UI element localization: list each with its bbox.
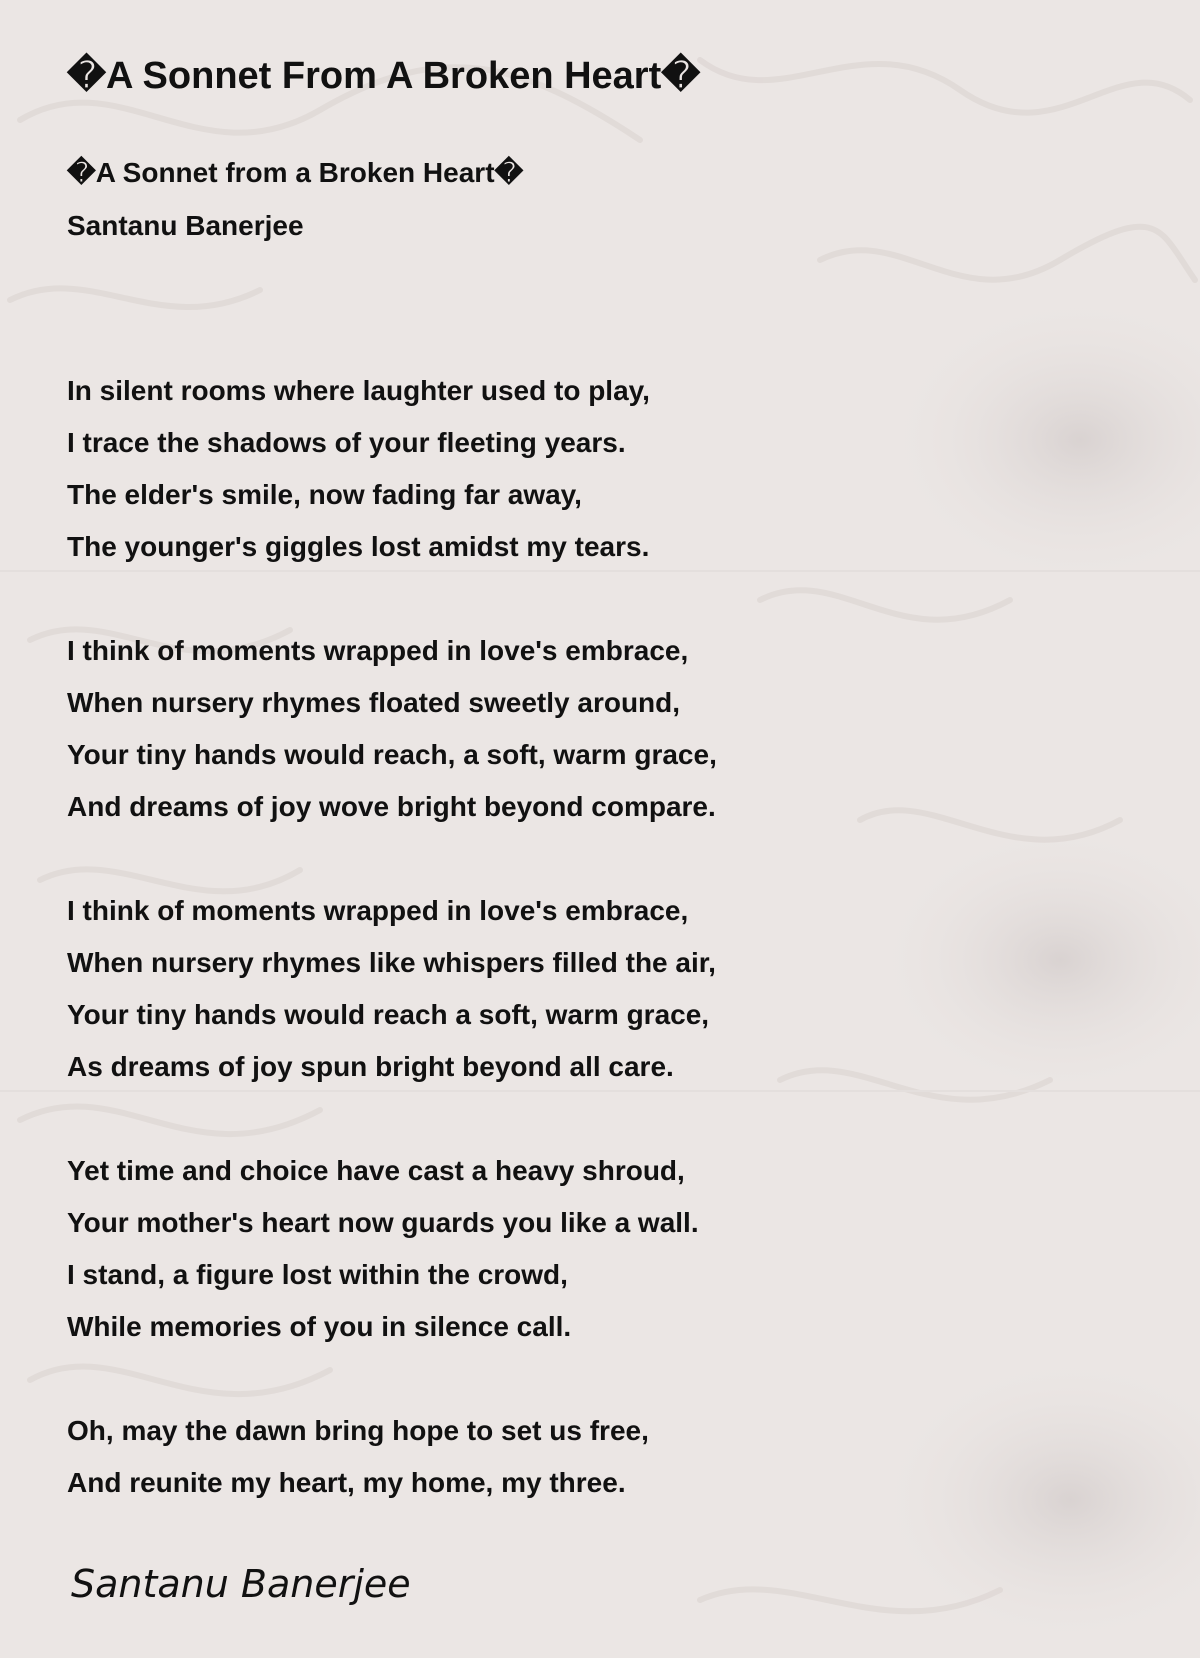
poem-body	[67, 365, 717, 1561]
poem-line: The younger's giggles lost amidst my tears.	[67, 531, 650, 562]
poem-line: While memories of you in silence call.	[67, 1311, 572, 1342]
poem-line: I trace the shadows of your fleeting years.	[67, 427, 626, 458]
poem-line: In silent rooms where laughter used to play,	[67, 375, 650, 406]
stanza-2	[67, 625, 717, 833]
stanza-3	[67, 885, 717, 1093]
poem-line: I think of moments wrapped in love's embrace,	[67, 895, 689, 926]
poem-line: When nursery rhymes like whispers filled the air,	[67, 947, 716, 978]
poem-line: And dreams of joy wove bright beyond compare.	[67, 791, 716, 822]
poem-author: Santanu Banerjee	[67, 210, 304, 241]
poem-line: I think of moments wrapped in love's embrace,	[67, 635, 689, 666]
poem-line: As dreams of joy spun bright beyond all care.	[67, 1051, 674, 1082]
poem-line: Your mother's heart now guards you like a wall.	[67, 1207, 699, 1238]
poem-line: Your tiny hands would reach, a soft, warm grace,	[67, 739, 717, 770]
stanza-1	[67, 365, 717, 573]
poem-heading: �A Sonnet from a Broken Heart�	[67, 157, 524, 188]
page-title: �A Sonnet From A Broken Heart�	[67, 55, 701, 97]
stanza-4	[67, 1145, 717, 1353]
author-signature: Santanu Banerjee	[71, 1562, 411, 1606]
poem-line: And reunite my heart, my home, my three.	[67, 1467, 626, 1498]
stanza-5	[67, 1405, 717, 1509]
poem-line: I stand, a figure lost within the crowd,	[67, 1259, 568, 1290]
poem-line: When nursery rhymes floated sweetly around,	[67, 687, 681, 718]
poem-line: Yet time and choice have cast a heavy shroud,	[67, 1155, 685, 1186]
poem-line: Your tiny hands would reach a soft, warm grace,	[67, 999, 710, 1030]
poem-line: Oh, may the dawn bring hope to set us free,	[67, 1415, 649, 1446]
poem-line: The elder's smile, now fading far away,	[67, 479, 582, 510]
